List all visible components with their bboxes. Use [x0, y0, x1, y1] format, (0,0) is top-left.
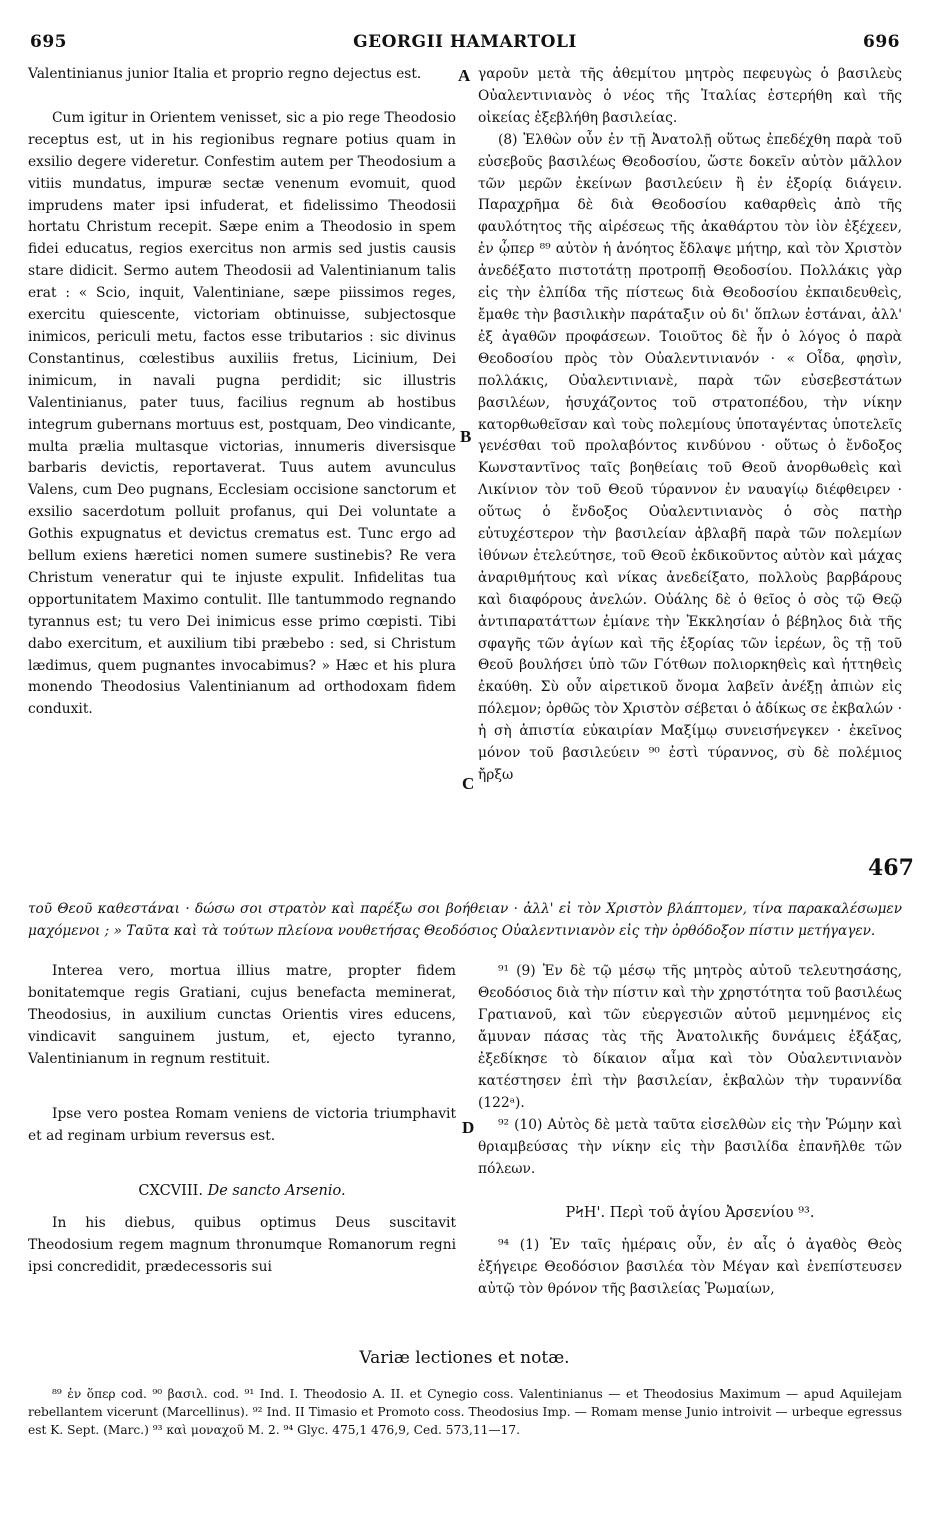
- greek-column-lower: [478, 960, 902, 1300]
- greek-chapter-heading: ΡϞΗ'. Περὶ τοῦ ἁγίου Ἀρσενίου ⁹³.: [565, 1205, 815, 1221]
- page-header: [30, 32, 900, 56]
- greek-paragraph-3: ⁹¹ (9) Ἐν δὲ τῷ μέσῳ τῆς μητρὸς αὐτοῦ τελευτησάσης, Θεοδόσιος διὰ τὴν πίστιν καὶ τὴν χρηστότητα τοῦ βασιλέως Γρατιανοῦ, καὶ τῶν εὐεργεσιῶν αὐτοῦ μεμνημένος εἰς ἄμυναν πάσας τὰς τῆς Ἀνατολικῆς δυνάμεις ἐξάξας, ἐξεδίκησε τὸ δίκαιον αἷμα καὶ τὸν Οὐαλεντινιανὸν κατέστησεν ἐπὶ τὴν βασιλείαν, ἐκβαλὼν τὴν τυραννίδα (122ᵃ).: [478, 963, 902, 1111]
- greek-paragraph-1: γαροῦν μετὰ τῆς ἀθεμίτου μητρὸς πεφευγὼς ὁ βασιλεὺς Οὐαλεντινιανὸς ὁ νέος τῆς Ἰταλίας ἐστερήθη καὶ τῆς οἰκείας ἐξεβλήθη βασιλείας.: [478, 66, 902, 126]
- latin-chapter-number: CXCVIII.: [138, 1183, 203, 1199]
- latin-paragraph-5: In his diebus, quibus optimus Deus suscitavit Theodosium regem magnum thronumque Romanorum regni ipsi concredidit, prædecessoris sui: [28, 1215, 456, 1275]
- greek-paragraph-5: ⁹⁴ (1) Ἐν ταῖς ἡμέραις οὖν, ἐν αἷς ὁ ἀγαθὸς Θεὸς ἐξήγειρε Θεοδόσιον βασιλέα τὸν Μέγαν καὶ ἐνεπίστευσεν αὐτῷ τὸν θρόνον τῆς βασιλείας Ῥωμαίων,: [478, 1237, 902, 1297]
- margin-marker-d: D: [462, 1118, 475, 1137]
- latin-column: [28, 64, 456, 721]
- latin-paragraph-4: Ipse vero postea Romam veniens de victoria triumphavit et ad reginam urbium reversus est.: [28, 1106, 456, 1144]
- footnotes-text: ⁸⁹ ἐν ὅπερ cod. ⁹⁰ βασιλ. cod. ⁹¹ Ind. I. Theodosio A. II. et Cynegio coss. Valentinianus — et Theodosius Maximum — apud Aquilejam rebellantem vicerunt (Marcellinus). ⁹² Ind. II Timasio et Promoto coss. Theodosius Imp. — Romam mense Junio introivit — urbeque egressus est K. Sept. (Marc.) ⁹³ καὶ μοναχοῦ M. 2. ⁹⁴ Glyc. 475,1 476,9, Ced. 573,11—17.: [28, 1387, 902, 1437]
- latin-paragraph-1: Valentinianus junior Italia et proprio regno dejectus est.: [28, 66, 422, 82]
- margin-marker-c: C: [462, 774, 475, 793]
- greek-paragraph-2: (8) Ἐλθὼν οὖν ἐν τῇ Ἀνατολῇ οὕτως ἐπεδέχθη παρὰ τοῦ εὐσεβοῦς βασιλέως Θεοδοσίου, ὥστε δοκεῖν αὐτὸν μᾶλλον τῶν μερῶν ἐκείνων βασιλεύειν ἢ ἐν ἐξορίᾳ διάγειν. Παραχρῆμα δὲ διὰ Θεοδοσίου καθαρθεὶς ἀπὸ τῆς φαυλότητος τῆς αἱρέσεως τῆς ἀκαθάρτου τὸν ἰὸν ἐξέχεεν, ἐν ᾧπερ ⁸⁹ αὐτὸν ἡ ἀνόητος ἔδλαψε μήτηρ, καὶ τὸν Χριστὸν ἀνεδέξατο πιστοτάτῃ προτροπῇ Θεοδοσίου. Πολλάκις γὰρ εἰς τὴν ἐλπίδα τῆς πίστεως διὰ Θεοδοσίου ἐκπαιδευθεὶς, ἔμαθε τὴν βασιλικὴν παράταξιν οὐ δι' ὅπλων ἑστάναι, ἀλλ' ἐξ ἀγαθῶν προφάσεων. Τοιοῦτος δὲ ἦν ὁ λόγος ὁ παρὰ Θεοδοσίου πρὸς τὸν Οὐαλεντινιανόν · « Οἶδα, φησὶν, πολλάκις, Οὐαλεντινιανὲ, παρὰ τῶν εὐσεβεστάτων βασιλέων, ἡσυχάζοντος τοῦ στρατοπέδου, τὴν νίκην κατορθωθεῖσαν καὶ τοὺς πολεμίους ὑποταγέντας ὑποτελεῖς γενέσθαι τοῦ προλαβόντος κινδύνου · οὕτως ὁ ἔνδοξος Κωνσταντῖνος ταῖς βοηθείαις τοῦ Θεοῦ ἀνορθωθεὶς καὶ Λικίνιον τὸν τοῦ Θεοῦ τύραννον ἐν ναυαγίῳ διέφθειρεν · οὕτως ὁ ἔνδοξος Οὐαλεντινιανὸς ὁ σὸς πατὴρ εὐτυχέστερον τὴν βασιλείαν ἀβλαβῆ παρὰ τῶν πολεμίων ἰθύνων ἐτελεύτησε, τοῦ Θεοῦ ἐκδικοῦντος αὐτὸν καὶ μάχας ἀναριθμήτους καὶ νίκας ἀνεδείξατο, πολλοὺς βαρβάρους καὶ διαφόρους ἀνελών. Οὐάλης δὲ ὁ θεῖος ὁ σὸς τῷ Θεῷ ἀντιπαρατάττων ἐμίανε τὴν Ἐκκλησίαν ὁ βέβηλος διὰ τῆς σφαγῆς τῶν ἁγίων καὶ τῆς ἐξορίας τῶν ἱερέων, ὃς τῇ τοῦ Θεοῦ βουλήσει ὑπὸ τῶν Γότθων πολιορκηθεὶς καὶ ἡττηθεὶς ἐκαύθη. Σὺ οὖν αἱρετικοῦ ὄνομα λαβεῖν ἀνέξῃ ἀπιὼν εἰς πόλεμον; ὀρθῶς τὸν Χριστὸν σέβεται ὁ ἀδίκως σε ἐκβαλών · ἡ σὴ ἀπιστία εὐκαιρίαν Μαξίμῳ συνεισήνεγκεν · ἐκεῖνος μόνον τοῦ βασιλεύειν ⁹⁰ ἐστὶ τύραννος, σὺ δὲ πολέμιος ἤρξω: [478, 131, 902, 783]
- margin-marker-b: B: [460, 427, 472, 446]
- running-title: GEORGII HAMARTOLI: [353, 32, 577, 52]
- margin-marker-a: A: [458, 66, 471, 85]
- greek-paragraph-4: ⁹² (10) Αὐτὸς δὲ μετὰ ταῦτα εἰσελθὼν εἰς τὴν Ῥώμην καὶ θριαμβεύσας τὴν νίκην εἰς τὴν βασιλίδα ἐπανῆλθε τῶν πόλεων.: [478, 1117, 902, 1177]
- latin-column-lower: [28, 960, 456, 1278]
- latin-chapter-title: De sancto Arsenio.: [207, 1183, 346, 1199]
- page-number-right: 696: [863, 32, 900, 52]
- latin-paragraph-3: Interea vero, mortua illius matre, propter fidem bonitatemque regis Gratiani, cujus benefacta meminerat, Theodosius, in auxilium cunctas Orientis vires educens, vindicavit sanguinem justum, et, ejecto tyranno, Valentinianum in regnum restituit.: [28, 963, 456, 1067]
- folio-number: 467: [868, 855, 914, 881]
- notes-heading: Variæ lectiones et notæ.: [359, 1348, 570, 1368]
- latin-chapter-heading: [28, 1180, 456, 1202]
- footnotes: [28, 1385, 902, 1439]
- greek-column: [478, 64, 902, 787]
- latin-paragraph-2: Cum igitur in Orientem venisset, sic a pio rege Theodosio receptus est, ut in his regionibus regnare potius quam in exsilio degere videretur. Confestim autem per Theodosium a vitiis mundatus, impuræ sectæ venenum evomuit, quod imprudens mater ipsi infuderat, et fidelissimo Theodosii hortatu Christum recepit. Sæpe enim a Theodosio in spem fidei educatus, regios exercitus non armis sed justis causis stare didicit. Sermo autem Theodosii ad Valentinianum talis erat : « Scio, inquit, Valentiniane, sæpe piissimos reges, exercitu quiescente, victoriam obtinuisse, subjectosque inimicos, periculi metu, factos esse tributarios : sic divinus Constantinus, cœlestibus auxiliis fretus, Licinium, Dei inimicum, in navali pugna perdidit; sic illustris Valentinianus, pater tuus, facilius regnum ab hostibus integrum gubernans mortuus est, postquam, Deo vindicante, multa prælia multasque victorias, innumeris diversisque barbaris devictis, reportaverat. Tuus autem avunculus Valens, cum Deo pugnans, Ecclesiam occisione sanctorum et exsilio sacerdotum polluit profanus, qui Dei voluntate a Gothis expugnatus et devictus crematus est. Tunc ergo ad bellum exiens hæretici nomen sumere sustinebis? Re vera Christum veneratur qui te injuste expulit. Infidelitas tua opportunitatem Maximo contulit. Ille tantummodo regnando tyrannus est; tu vero Dei inimicus esse primo cœpisti. Tibi dabo exercitum, et auxilium tibi præbebo : sed, si Christum lædimus, quem pugnantes invocabimus? » Hæc et his plura monendo Theodosius Valentinianum ad orthodoxam fidem conduxit.: [28, 109, 456, 718]
- greek-spanning-text: τοῦ Θεοῦ καθεστάναι · δώσω σοι στρατὸν καὶ παρέξω σοι βοήθειαν · ἀλλ' εἰ τὸν Χριστὸν βλάπτομεν, τίνα παρακαλέσωμεν μαχόμενοι ; » Ταῦτα καὶ τὰ τούτων πλείονα νουθετήσας Θεοδόσιος Οὐαλεντινιανὸν εἰς τὴν ὀρθόδοξον πίστιν μετήγαγεν.: [28, 901, 902, 939]
- page-number-left: 695: [30, 32, 67, 52]
